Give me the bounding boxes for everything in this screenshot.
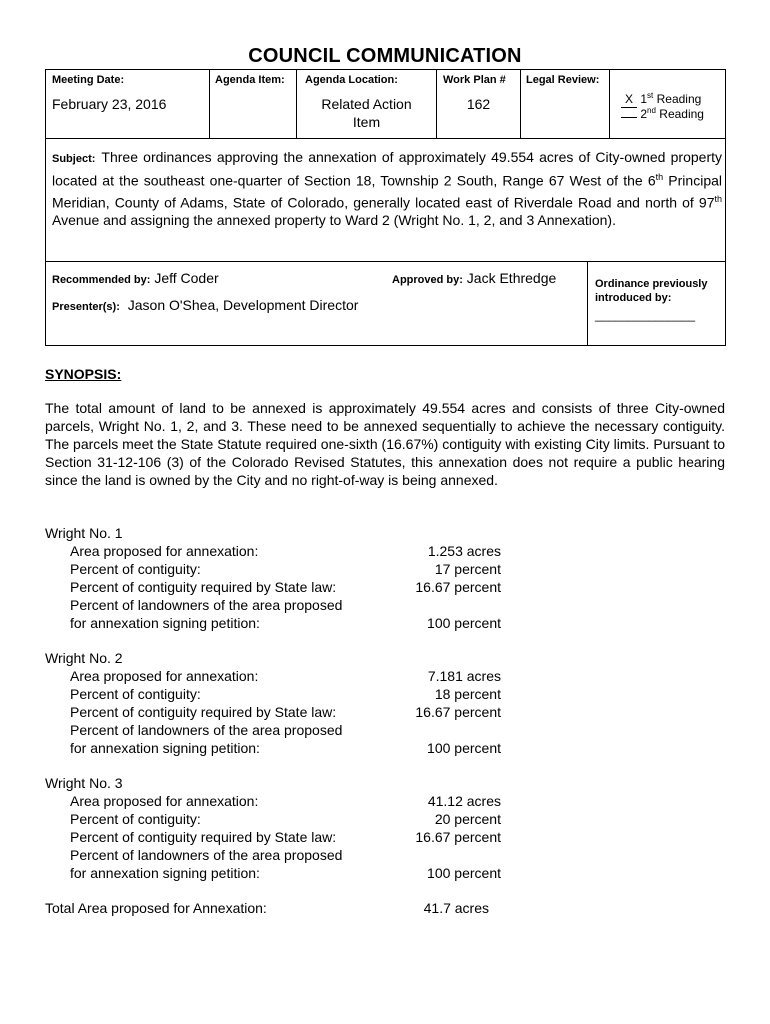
first-reading-sup: st <box>647 91 654 100</box>
row-value: 7.181 acres <box>427 668 501 684</box>
row-label: Percent of contiguity: <box>70 811 201 827</box>
recommended-by <box>52 270 219 286</box>
synopsis-paragraph: The total amount of land to be annexed is approximately 49.554 acres and consists of three City-owned parcels, Wright No. 1, 2, and 3. These need to be annexed sequentially to achieve the necessary contiguity. The parcels meet the State Statute required one-sixth (16.67%) contiguity with existing City limits. Pursuant to Section 31-12-106 (3) of the Colorado Revised Statutes, this annexation does not require a public hearing since the land is owned by the City and no right-of-way is being annexed. <box>45 400 725 488</box>
subject-part: Avenue and assigning the annexed property to Ward 2 (Wright No. 1, 2, and 3 Annexation). <box>52 212 616 229</box>
divider <box>587 261 588 346</box>
first-reading-mark: X <box>621 92 637 108</box>
row-value: 100 percent <box>427 615 501 631</box>
second-reading-mark <box>621 117 637 118</box>
parcel-title: Wright No. 3 <box>45 775 123 791</box>
presenter <box>52 297 358 313</box>
row-value: 18 percent <box>434 686 501 702</box>
ordinance-label-2: introduced by: <box>595 292 672 304</box>
divider <box>209 69 210 139</box>
page-title: COUNCIL COMMUNICATION <box>248 45 522 67</box>
row-value: 20 percent <box>434 811 501 827</box>
divider <box>520 69 521 139</box>
synopsis-heading: SYNOPSIS: <box>45 366 122 382</box>
subject-sup: th <box>655 172 664 182</box>
divider <box>609 69 610 139</box>
row-value: 16.67 percent <box>415 704 501 720</box>
row-label: for annexation signing petition: <box>70 865 260 881</box>
row-label: Percent of contiguity required by State law: <box>70 829 337 845</box>
agenda-location-label: Agenda Location: <box>305 74 398 86</box>
subject-label: Subject: <box>52 153 96 165</box>
agenda-item-label: Agenda Item: <box>215 74 285 86</box>
row-value: 100 percent <box>427 865 501 881</box>
row-value: 1.253 acres <box>427 543 501 559</box>
first-reading-text: Reading <box>656 92 702 106</box>
ordinance-label-1: Ordinance previously <box>595 278 708 290</box>
work-plan-number: 162 <box>466 96 491 112</box>
meeting-date: February 23, 2016 <box>52 96 167 112</box>
legal-review-label: Legal Review: <box>526 74 600 86</box>
subject-part: Three ordinances approving the annexation of approximately 49.554 acres of City-owned property located at the southeast one-quarter of Section 18, Township 2 South, Range 67 West of the 6 <box>52 149 722 189</box>
row-label: Area proposed for annexation: <box>70 793 259 809</box>
presenter-label: Presenter(s): <box>52 301 120 313</box>
first-reading-num: 1 <box>640 92 648 106</box>
meeting-date-label: Meeting Date: <box>52 74 125 86</box>
second-reading-num: 2 <box>640 107 648 121</box>
agenda-location-line2: Item <box>352 114 381 130</box>
recommended-label: Recommended by: <box>52 274 151 286</box>
second-reading <box>621 103 704 122</box>
presenter-name: Jason O'Shea, Development Director <box>127 297 359 313</box>
subject-part: Principal Meridian, County of Adams, State of Colorado, generally located east of Riverdale Road and north of 97 <box>52 172 722 211</box>
row-label: Percent of contiguity required by State law: <box>70 579 337 595</box>
row-label: Percent of landowners of the area proposed <box>70 847 343 863</box>
row-label: Percent of contiguity: <box>70 561 201 577</box>
total-value: 41.7 acres <box>423 900 489 916</box>
row-label: Percent of contiguity required by State law: <box>70 704 337 720</box>
approved-label: Approved by: <box>392 274 463 286</box>
row-value: 16.67 percent <box>415 829 501 845</box>
approved-name: Jack Ethredge <box>466 270 557 286</box>
row-label: for annexation signing petition: <box>70 740 260 756</box>
row-value: 17 percent <box>434 561 501 577</box>
second-reading-text: Reading <box>659 107 704 121</box>
row-label: Area proposed for annexation: <box>70 668 259 684</box>
row-label: for annexation signing petition: <box>70 615 260 631</box>
approved-by <box>392 270 556 286</box>
ordinance-blank: _______________ <box>595 308 696 322</box>
row-value: 41.12 acres <box>427 793 501 809</box>
row-label: Percent of contiguity: <box>70 686 201 702</box>
work-plan-label: Work Plan # <box>443 74 506 86</box>
parcel-title: Wright No. 1 <box>45 525 123 541</box>
second-reading-sup: nd <box>647 106 656 115</box>
agenda-location-line1: Related Action <box>321 96 412 112</box>
row-label: Percent of landowners of the area proposed <box>70 722 343 738</box>
row-value: 100 percent <box>427 740 501 756</box>
recommended-name: Jeff Coder <box>154 270 219 286</box>
parcel-title: Wright No. 2 <box>45 650 123 666</box>
row-label: Percent of landowners of the area proposed <box>70 597 343 613</box>
subject-text <box>52 148 722 229</box>
row-label: Area proposed for annexation: <box>70 543 259 559</box>
total-label: Total Area proposed for Annexation: <box>45 900 267 916</box>
subject-sup: th <box>714 193 722 204</box>
row-value: 16.67 percent <box>415 579 501 595</box>
